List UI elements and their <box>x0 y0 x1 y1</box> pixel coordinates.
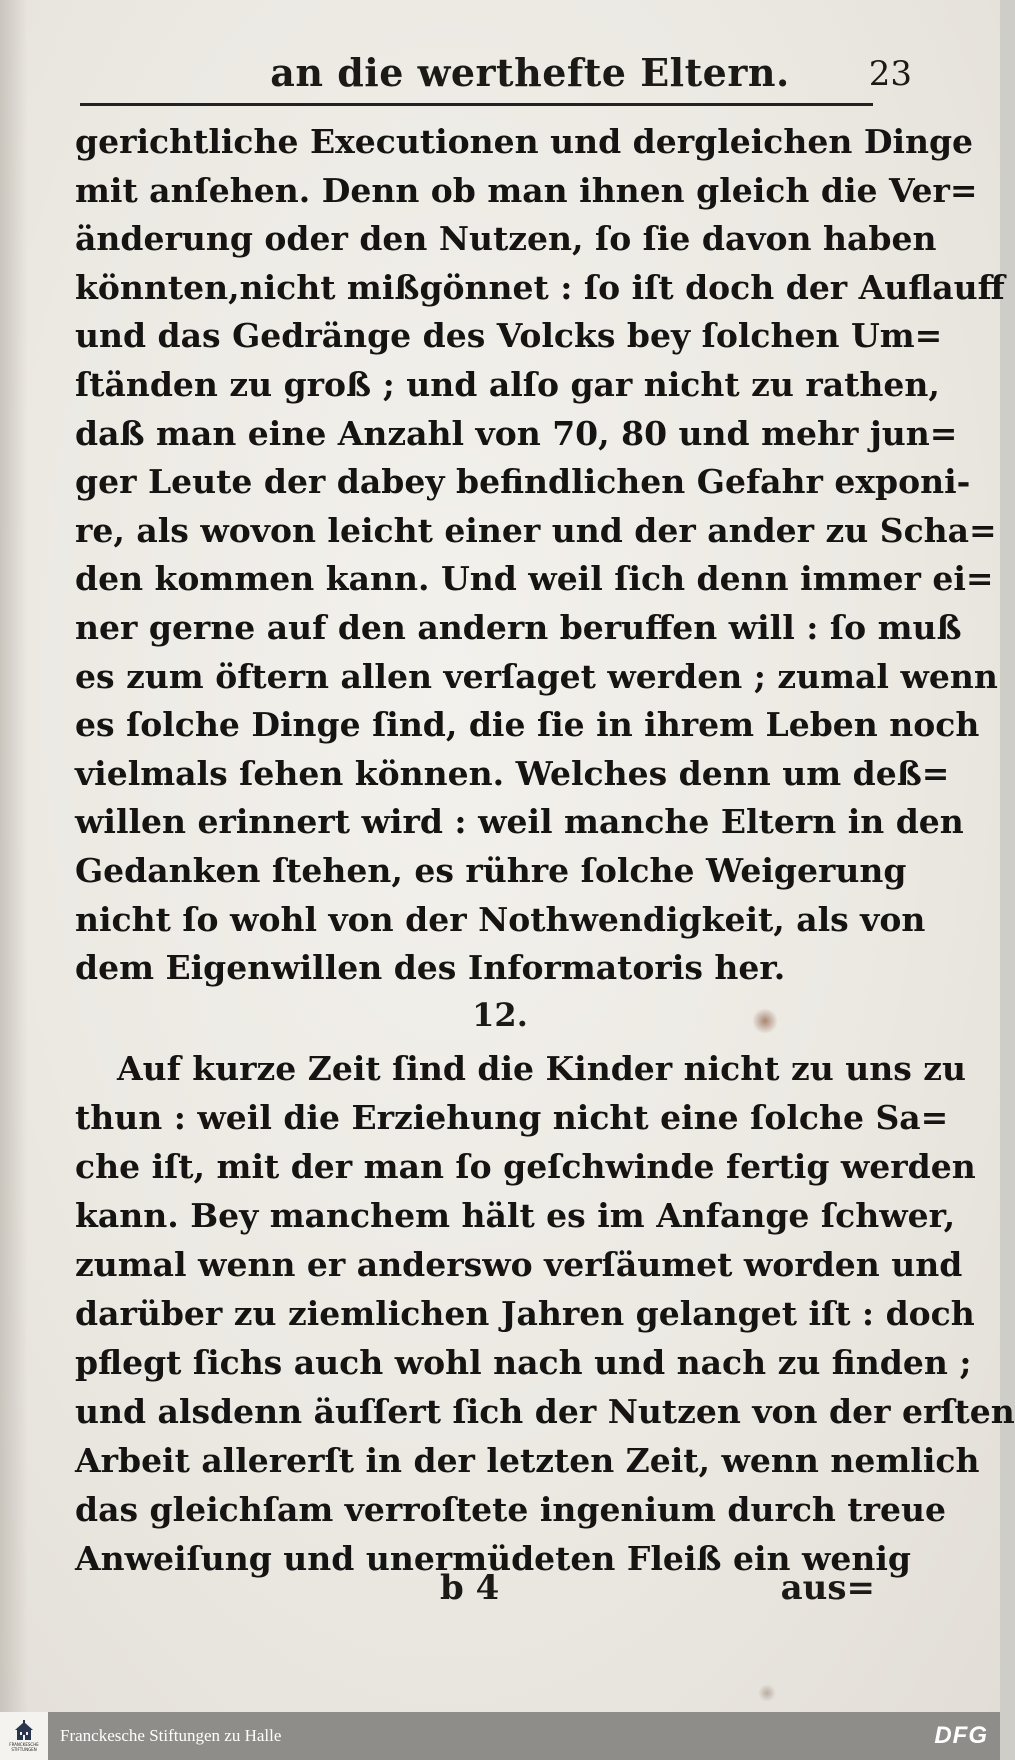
text-line: re, als wovon leicht einer und der ander zu Scha= <box>75 510 997 550</box>
text-line: willen erinnert wird : weil manche Eltern in den <box>75 802 964 842</box>
text-line: thun : weil die Erziehung nicht eine ſolche Sa= <box>75 1098 949 1137</box>
running-head <box>80 42 912 104</box>
text-line: Anweiſung und unermüdeten Fleiß ein wenig <box>75 1539 911 1578</box>
text-line: pflegt ſichs auch wohl nach und nach zu finden ; <box>75 1343 972 1382</box>
text-line: zumal wenn er anderswo verſäumet worden und <box>75 1245 963 1284</box>
text-line: Arbeit allererſt in der letzten Zeit, wenn nemlich <box>75 1441 980 1480</box>
logo-text: FRANCKESCHE STIFTUNGEN <box>9 1742 39 1752</box>
signature-mark: b 4 <box>440 1568 500 1608</box>
running-title: an die werthefte Eltern. <box>270 50 790 95</box>
text-line: änderung oder den Nutzen, ſo ſie davon haben <box>75 219 937 259</box>
page-stain <box>758 1684 776 1702</box>
text-line: Gedanken ſtehen, es rühre ſolche Weigerung <box>75 850 907 890</box>
paragraph-2 <box>75 1044 1015 1583</box>
paragraph-1 <box>75 118 1005 993</box>
text-line: nicht ſo wohl von der Nothwendigkeit, als von <box>75 899 926 939</box>
text-line: es zum öftern allen verſaget werden ; zumal wenn <box>75 656 998 696</box>
section-number: 12. <box>472 996 528 1034</box>
text-line: dem Eigenwillen des Informatoris her. <box>75 948 786 988</box>
catchword: aus= <box>780 1568 875 1608</box>
text-line: daß man eine Anzahl von 70, 80 und mehr jun= <box>75 413 958 453</box>
header-rule <box>80 103 873 106</box>
text-line: könnten,nicht mißgönnet : ſo iſt doch der Auflauff <box>75 267 1005 307</box>
text-line: ger Leute der dabey befindlichen Gefahr exponi- <box>75 462 971 502</box>
text-line: vielmals ſehen können. Welches denn um deß= <box>75 753 950 793</box>
text-line: den kommen kann. Und weil ſich denn immer ei= <box>75 559 994 599</box>
text-line: che iſt, mit der man ſo geſchwinde fertig werden <box>75 1147 976 1186</box>
text-line: darüber zu ziemlichen Jahren gelanget iſt : doch <box>75 1294 975 1333</box>
institution-name[interactable]: Franckesche Stiftungen zu Halle <box>60 1726 282 1745</box>
text-line: gerichtliche Executionen und dergleichen Dinge <box>75 122 974 161</box>
text-line: es ſolche Dinge ſind, die ſie in ihrem Leben noch <box>75 705 980 745</box>
text-line: ſtänden zu groß ; und alſo gar nicht zu rathen, <box>75 364 940 404</box>
text-line: Auf kurze Zeit ſind die Kinder nicht zu uns zu <box>117 1049 966 1088</box>
text-line: das gleichſam verroſtete ingenium durch treue <box>75 1490 947 1529</box>
text-line: und alsdenn äuſſert ſich der Nutzen von der erſten <box>75 1392 1015 1431</box>
footer-bar <box>0 1712 1000 1760</box>
institution-logo[interactable] <box>0 1712 48 1760</box>
text-line: ner gerne auf den andern beruffen will : ſo muß <box>75 607 962 647</box>
dfg-logo[interactable]: DFG <box>934 1722 988 1749</box>
orphanage-building-icon <box>14 1720 34 1742</box>
text-line: mit anſehen. Denn ob man ihnen gleich die Ver= <box>75 170 978 210</box>
text-line: kann. Bey manchem hält es im Anfange ſchwer, <box>75 1196 956 1235</box>
text-line: und das Gedränge des Volcks bey ſolchen Um= <box>75 316 943 356</box>
page-number: 23 <box>868 54 912 94</box>
